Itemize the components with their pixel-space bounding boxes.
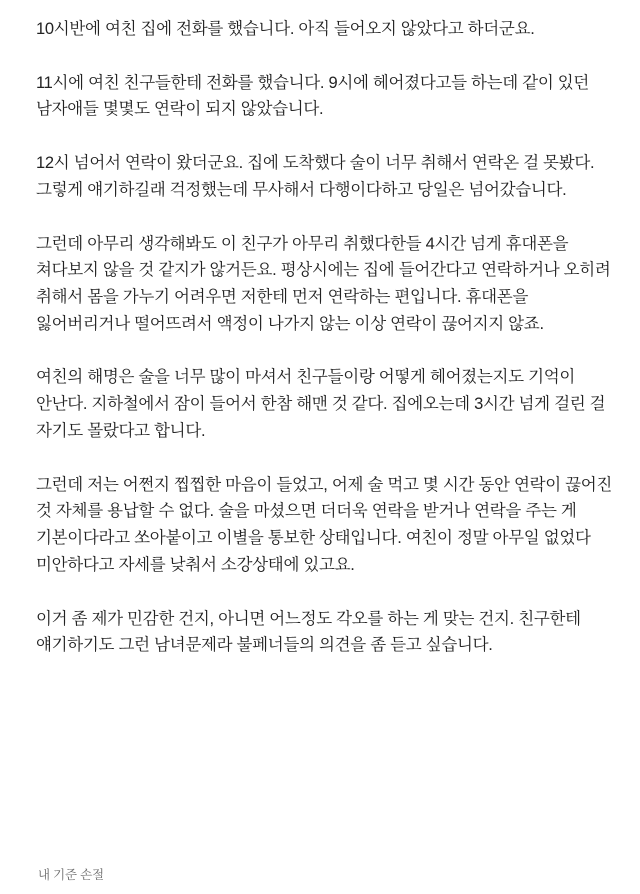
footer	[36, 865, 618, 894]
paragraph: 그런데 저는 어쩐지 찝찝한 마음이 들었고, 어제 술 먹고 몇 시간 동안 연락이 끊어진 것 자체를 용납할 수 없다. 술을 마셨으면 더더욱 연락을 받거나 연락을 주는 게 기본이다라고 쏘아붙이고 이별을 통보한 상태입니다. 여친이 정말 아무일 없었다 미안하다고 자세를 낮춰서 소강상태에 있고요.	[36, 475, 613, 574]
paragraph: 그런데 아무리 생각해봐도 이 친구가 아무리 취했다한들 4시간 넘게 휴대폰을 쳐다보지 않을 것 같지가 않거든요. 평상시에는 집에 들어간다고 연락하거나 오히려 취해서 몸을 가누기 어려우면 저한테 먼저 연락하는 편입니다. 휴대폰을 잃어버리거나 떨어뜨려서 액정이 나가지 않는 이상 연락이 끊어지지 않죠.	[36, 234, 611, 333]
paragraph: 12시 넘어서 연락이 왔더군요. 집에 도착했다 술이 너무 취해서 연락온 걸 못봤다. 그렇게 얘기하길래 걱정했는데 무사해서 다행이다하고 당일은 넘어갔습니다.	[36, 154, 595, 199]
paragraph: 11시에 여친 친구들한테 전화를 했습니다. 9시에 헤어졌다고들 하는데 같이 있던 남자애들 몇몇도 연락이 되지 않았습니다.	[36, 73, 590, 119]
post-body	[36, 16, 618, 847]
paragraph: 이거 좀 제가 민감한 건지, 아니면 어느정도 각오를 하는 게 맞는 건지. 친구한테 얘기하기도 그런 남녀문제라 불페너들의 의견을 좀 듣고 싶습니다.	[36, 609, 581, 655]
paragraph: 여친의 해명은 술을 너무 많이 마셔서 친구들이랑 어떻게 헤어졌는지도 기억이 안난다. 지하철에서 잠이 들어서 한참 해맨 것 같다. 집에오는데 3시간 넘게 걸린 걸 자기도 몰랐다고 합니다.	[36, 368, 606, 440]
footer-note: 내 기준 손절	[38, 868, 104, 882]
paragraph: 10시반에 여친 집에 전화를 했습니다. 아직 들어오지 않았다고 하더군요.	[36, 20, 535, 38]
